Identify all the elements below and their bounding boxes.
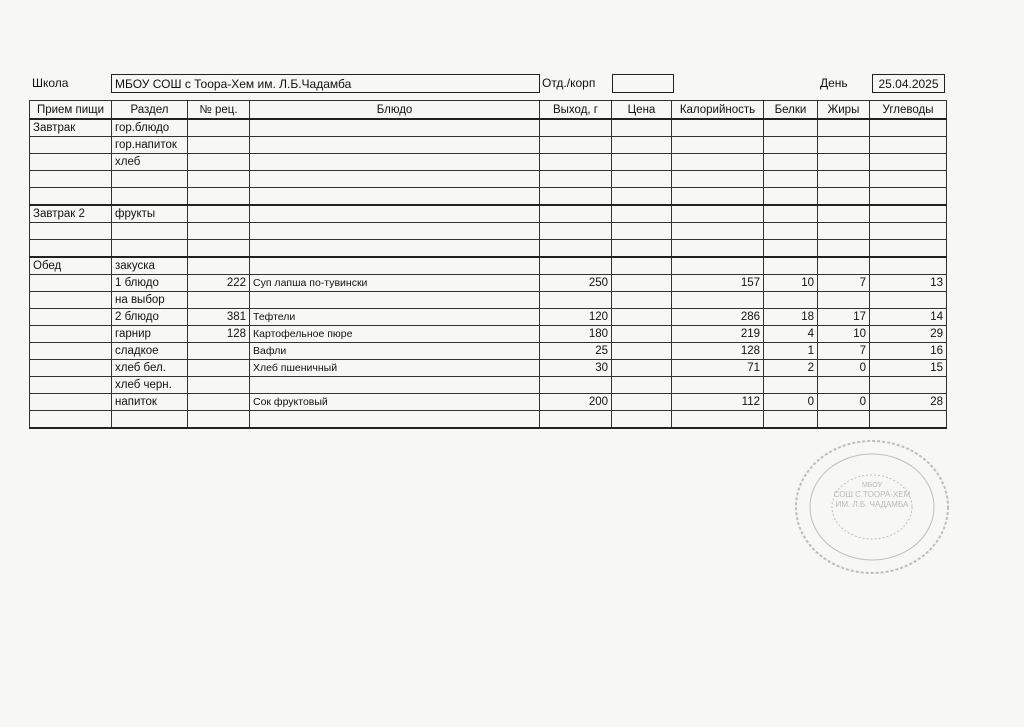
table-row	[30, 292, 947, 309]
cell-carb: 15	[870, 360, 947, 377]
cell-prot	[764, 292, 818, 309]
cell-carb: 29	[870, 326, 947, 343]
cell-rec	[188, 119, 250, 137]
cell-fat: 10	[818, 326, 870, 343]
cell-price	[612, 137, 672, 154]
seal-line-1: МБОУ	[861, 482, 883, 489]
cell-carb	[870, 257, 947, 275]
cell-fat	[818, 292, 870, 309]
cell-section: гарнир	[112, 326, 188, 343]
cell-price	[612, 309, 672, 326]
cell-fat: 17	[818, 309, 870, 326]
date-field[interactable]: 25.04.2025	[872, 74, 945, 93]
cell-section: сладкое	[112, 343, 188, 360]
cell-dish: Картофельное пюре	[250, 326, 540, 343]
cell-fat	[818, 377, 870, 394]
cell-section: гор.напиток	[112, 137, 188, 154]
cell-rec	[188, 343, 250, 360]
seal-line-2: СОШ С.ТООРА-ХЕМ	[833, 490, 911, 499]
cell-kcal: 128	[672, 343, 764, 360]
cell-out: 30	[540, 360, 612, 377]
table-row	[30, 188, 947, 206]
cell-fat	[818, 154, 870, 171]
cell-prot	[764, 188, 818, 206]
dept-label: Отд./корп	[542, 76, 596, 90]
cell-meal	[30, 360, 112, 377]
cell-carb	[870, 205, 947, 223]
cell-section: на выбор	[112, 292, 188, 309]
cell-prot	[764, 137, 818, 154]
table-row	[30, 326, 947, 343]
cell-kcal	[672, 188, 764, 206]
table-row	[30, 205, 947, 223]
cell-prot	[764, 205, 818, 223]
table-row	[30, 119, 947, 137]
cell-rec: 381	[188, 309, 250, 326]
cell-price	[612, 188, 672, 206]
menu-table	[29, 100, 947, 429]
cell-out	[540, 171, 612, 188]
cell-section	[112, 411, 188, 429]
table-row	[30, 154, 947, 171]
cell-carb	[870, 292, 947, 309]
table-row	[30, 394, 947, 411]
cell-section: 1 блюдо	[112, 275, 188, 292]
cell-price	[612, 394, 672, 411]
table-row	[30, 223, 947, 240]
cell-meal: Завтрак	[30, 119, 112, 137]
col-section: Раздел	[112, 101, 188, 120]
cell-prot	[764, 223, 818, 240]
cell-meal	[30, 411, 112, 429]
cell-fat	[818, 188, 870, 206]
cell-section: напиток	[112, 394, 188, 411]
cell-meal: Завтрак 2	[30, 205, 112, 223]
cell-out: 120	[540, 309, 612, 326]
cell-dish	[250, 171, 540, 188]
table-row	[30, 257, 947, 275]
school-seal	[792, 437, 952, 577]
cell-rec	[188, 360, 250, 377]
seal-line-3: ИМ. Л.Б. ЧАДАМБА	[835, 500, 909, 509]
cell-section: хлеб	[112, 154, 188, 171]
table-row	[30, 309, 947, 326]
cell-out	[540, 257, 612, 275]
cell-kcal	[672, 137, 764, 154]
cell-out	[540, 411, 612, 429]
table-row	[30, 171, 947, 188]
cell-rec: 222	[188, 275, 250, 292]
cell-carb	[870, 240, 947, 258]
cell-out	[540, 119, 612, 137]
cell-fat	[818, 205, 870, 223]
cell-kcal: 71	[672, 360, 764, 377]
dept-field[interactable]	[612, 74, 674, 93]
cell-rec	[188, 154, 250, 171]
cell-fat	[818, 240, 870, 258]
cell-rec	[188, 137, 250, 154]
cell-section	[112, 240, 188, 258]
cell-meal	[30, 394, 112, 411]
school-field[interactable]: МБОУ СОШ с Тоора-Хем им. Л.Б.Чадамба	[111, 74, 540, 93]
col-protein: Белки	[764, 101, 818, 120]
cell-prot: 4	[764, 326, 818, 343]
cell-price	[612, 205, 672, 223]
cell-meal	[30, 292, 112, 309]
cell-dish	[250, 377, 540, 394]
cell-out	[540, 137, 612, 154]
cell-meal: Обед	[30, 257, 112, 275]
cell-out	[540, 205, 612, 223]
cell-kcal	[672, 411, 764, 429]
cell-rec	[188, 394, 250, 411]
cell-dish	[250, 411, 540, 429]
cell-meal	[30, 137, 112, 154]
cell-kcal	[672, 119, 764, 137]
cell-rec	[188, 205, 250, 223]
cell-kcal: 219	[672, 326, 764, 343]
cell-dish	[250, 223, 540, 240]
cell-kcal	[672, 223, 764, 240]
cell-fat: 7	[818, 343, 870, 360]
cell-rec	[188, 292, 250, 309]
cell-section	[112, 223, 188, 240]
cell-prot	[764, 154, 818, 171]
cell-rec	[188, 240, 250, 258]
cell-price	[612, 171, 672, 188]
cell-meal	[30, 188, 112, 206]
cell-out: 200	[540, 394, 612, 411]
col-fat: Жиры	[818, 101, 870, 120]
cell-kcal: 286	[672, 309, 764, 326]
cell-prot: 10	[764, 275, 818, 292]
cell-price	[612, 377, 672, 394]
col-recipe: № рец.	[188, 101, 250, 120]
table-row	[30, 343, 947, 360]
cell-price	[612, 343, 672, 360]
cell-price	[612, 119, 672, 137]
cell-price	[612, 411, 672, 429]
cell-fat	[818, 223, 870, 240]
cell-dish: Сок фруктовый	[250, 394, 540, 411]
col-price: Цена	[612, 101, 672, 120]
cell-fat: 0	[818, 360, 870, 377]
cell-meal	[30, 223, 112, 240]
table-row	[30, 377, 947, 394]
cell-out: 180	[540, 326, 612, 343]
cell-out	[540, 154, 612, 171]
cell-fat	[818, 257, 870, 275]
table-row	[30, 275, 947, 292]
table-row	[30, 240, 947, 258]
day-label: День	[820, 76, 848, 90]
cell-price	[612, 257, 672, 275]
cell-carb	[870, 154, 947, 171]
cell-section: хлеб черн.	[112, 377, 188, 394]
cell-prot: 2	[764, 360, 818, 377]
cell-prot: 18	[764, 309, 818, 326]
cell-carb	[870, 137, 947, 154]
cell-kcal	[672, 292, 764, 309]
cell-dish	[250, 137, 540, 154]
cell-rec	[188, 223, 250, 240]
school-label: Школа	[32, 76, 69, 90]
cell-carb	[870, 188, 947, 206]
cell-section: фрукты	[112, 205, 188, 223]
cell-rec	[188, 171, 250, 188]
cell-dish: Тефтели	[250, 309, 540, 326]
cell-rec	[188, 411, 250, 429]
cell-kcal	[672, 377, 764, 394]
cell-meal	[30, 343, 112, 360]
cell-meal	[30, 309, 112, 326]
cell-fat: 0	[818, 394, 870, 411]
table-header-row	[30, 101, 947, 120]
cell-meal	[30, 377, 112, 394]
cell-prot	[764, 240, 818, 258]
cell-kcal	[672, 257, 764, 275]
cell-prot	[764, 257, 818, 275]
cell-prot	[764, 119, 818, 137]
cell-dish	[250, 188, 540, 206]
cell-fat: 7	[818, 275, 870, 292]
cell-prot: 1	[764, 343, 818, 360]
cell-out	[540, 240, 612, 258]
cell-section: закуска	[112, 257, 188, 275]
cell-kcal	[672, 205, 764, 223]
cell-section: 2 блюдо	[112, 309, 188, 326]
cell-rec	[188, 377, 250, 394]
cell-dish	[250, 240, 540, 258]
cell-section: хлеб бел.	[112, 360, 188, 377]
cell-rec: 128	[188, 326, 250, 343]
cell-kcal	[672, 171, 764, 188]
cell-carb	[870, 171, 947, 188]
cell-out	[540, 377, 612, 394]
cell-dish	[250, 292, 540, 309]
cell-rec	[188, 188, 250, 206]
cell-carb	[870, 119, 947, 137]
cell-fat	[818, 119, 870, 137]
cell-dish	[250, 257, 540, 275]
cell-kcal	[672, 240, 764, 258]
cell-dish: Хлеб пшеничный	[250, 360, 540, 377]
col-meal: Прием пищи	[30, 101, 112, 120]
cell-out	[540, 292, 612, 309]
table-row	[30, 411, 947, 429]
cell-prot	[764, 377, 818, 394]
table-row	[30, 137, 947, 154]
cell-out	[540, 188, 612, 206]
cell-carb: 14	[870, 309, 947, 326]
cell-fat	[818, 171, 870, 188]
cell-meal	[30, 326, 112, 343]
cell-dish	[250, 205, 540, 223]
cell-prot	[764, 171, 818, 188]
cell-carb	[870, 411, 947, 429]
cell-price	[612, 154, 672, 171]
cell-meal	[30, 154, 112, 171]
cell-carb: 13	[870, 275, 947, 292]
col-carbs: Углеводы	[870, 101, 947, 120]
col-calories: Калорийность	[672, 101, 764, 120]
col-dish: Блюдо	[250, 101, 540, 120]
cell-fat	[818, 411, 870, 429]
cell-price	[612, 360, 672, 377]
cell-dish	[250, 154, 540, 171]
cell-out: 250	[540, 275, 612, 292]
table-row	[30, 360, 947, 377]
cell-price	[612, 326, 672, 343]
cell-out	[540, 223, 612, 240]
cell-prot	[764, 411, 818, 429]
cell-rec	[188, 257, 250, 275]
cell-dish: Вафли	[250, 343, 540, 360]
cell-out: 25	[540, 343, 612, 360]
cell-dish	[250, 119, 540, 137]
cell-carb	[870, 223, 947, 240]
cell-meal	[30, 171, 112, 188]
cell-carb: 16	[870, 343, 947, 360]
cell-carb: 28	[870, 394, 947, 411]
cell-price	[612, 275, 672, 292]
cell-prot: 0	[764, 394, 818, 411]
cell-fat	[818, 137, 870, 154]
cell-kcal	[672, 154, 764, 171]
cell-carb	[870, 377, 947, 394]
cell-kcal: 112	[672, 394, 764, 411]
cell-section: гор.блюдо	[112, 119, 188, 137]
cell-price	[612, 240, 672, 258]
col-output: Выход, г	[540, 101, 612, 120]
cell-dish: Суп лапша по-тувински	[250, 275, 540, 292]
cell-meal	[30, 240, 112, 258]
cell-meal	[30, 275, 112, 292]
cell-price	[612, 292, 672, 309]
cell-section	[112, 188, 188, 206]
cell-price	[612, 223, 672, 240]
cell-section	[112, 171, 188, 188]
cell-kcal: 157	[672, 275, 764, 292]
